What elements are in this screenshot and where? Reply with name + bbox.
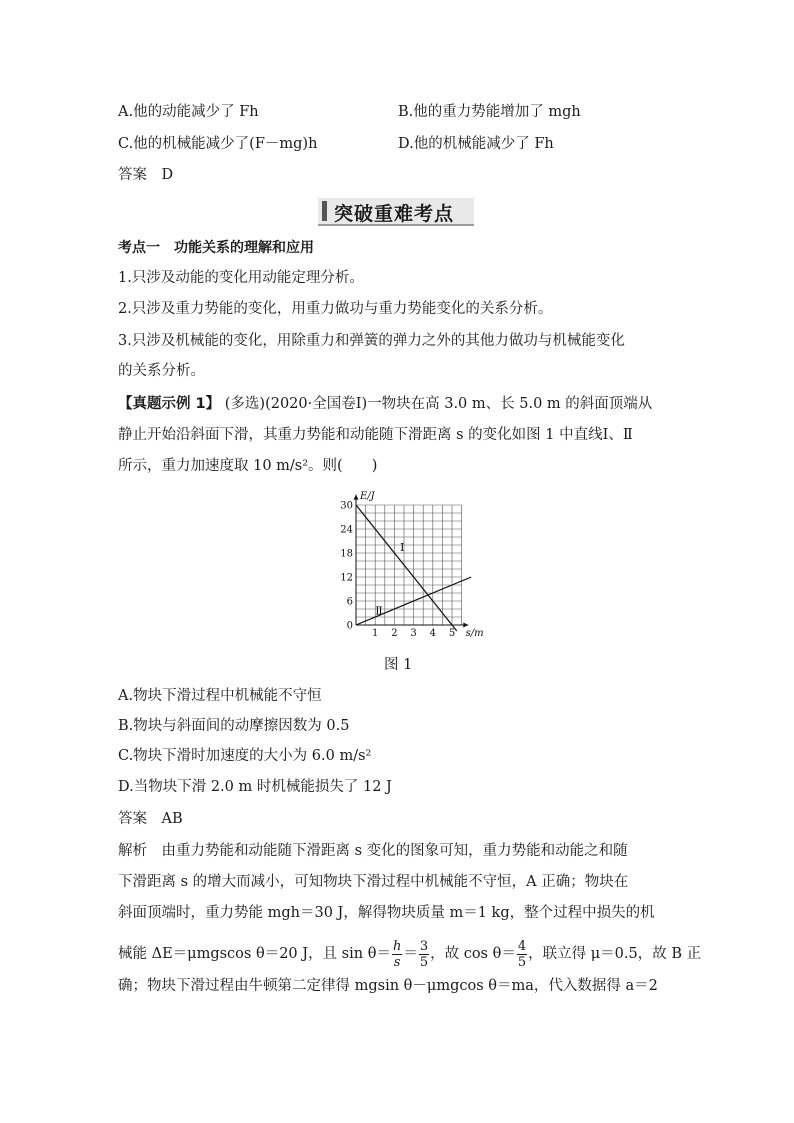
analysis-line-4c: ，故 cos θ＝	[430, 946, 516, 962]
analysis-line-3: 斜面顶端时，重力势能 mgh＝30 J，解得物块质量 m＝1 kg，整个过程中损失的机	[118, 905, 655, 921]
x-tick-label: 5	[448, 628, 456, 639]
point-1: 1.只涉及动能的变化用动能定理分析。	[118, 270, 364, 286]
y-tick-label: 18	[340, 548, 353, 560]
option-d: D.当物块下滑 2.0 m 时机械能损失了 12 J	[118, 779, 392, 795]
analysis-line-4b: ＝	[403, 946, 418, 962]
frac1-den: s	[393, 954, 401, 970]
y-axis-label: E/J	[360, 491, 375, 502]
figure-caption: 图 1	[384, 657, 413, 673]
series-label-1: Ⅰ	[400, 541, 405, 554]
kaodian-heading: 考点一 功能关系的理解和应用	[118, 240, 314, 256]
option-a-top: A.他的动能减少了 Fh	[118, 104, 259, 120]
banner-bar	[322, 201, 327, 221]
y-axis-arrow	[354, 495, 359, 500]
option-c-top: C.他的机械能减少了(F－mg)h	[118, 136, 318, 152]
example-tag: 【真题示例 1】	[118, 396, 221, 412]
series-line-1	[356, 505, 457, 631]
point-3-cont: 的关系分析。	[118, 363, 205, 379]
answer-2: 答案 AB	[118, 811, 183, 827]
analysis-line-4d: ，联立得 μ＝0.5，故 B 正	[528, 946, 702, 962]
section-title: 突破重难考点	[334, 203, 455, 225]
analysis-line-4a: 械能 ΔE＝μmgscos θ＝20 J，且 sin θ＝	[118, 946, 391, 962]
answer-1: 答案 D	[118, 167, 174, 183]
analysis-line-2: 下滑距离 s 的增大而减小，可知物块下滑过程中机械能不守恒，A 正确；物块在	[118, 874, 629, 890]
y-tick-label: 24	[340, 524, 353, 536]
fraction-3-5	[419, 939, 429, 970]
x-axis-label: s/m	[465, 628, 484, 639]
fraction-h-s	[392, 939, 402, 970]
analysis-line-5: 确；物块下滑过程由牛顿第二定律得 mgsin θ－μmgcos θ＝ma，代入数据得 a＝2	[118, 978, 658, 994]
point-3: 3.只涉及机械能的变化，用除重力和弹簧的弹力之外的其他力做功与机械能变化	[118, 333, 625, 349]
x-tick-label: 2	[391, 628, 398, 639]
example-line-2: 静止开始沿斜面下滑，其重力势能和动能随下滑距离 s 的变化如图 1 中直线Ⅰ、Ⅱ	[118, 427, 633, 443]
frac3-den: 5	[517, 954, 527, 970]
frac3-num: 4	[517, 938, 527, 954]
frac2-num: 3	[419, 938, 429, 954]
analysis-line-4	[118, 935, 701, 973]
y-tick-label: 12	[340, 572, 353, 584]
energy-chart	[336, 488, 496, 648]
y-tick-label: 6	[346, 596, 353, 608]
example-line-3: 所示，重力加速度取 10 m/s²。则( )	[118, 458, 378, 474]
example-text-1: (多选)(2020·全国卷Ⅰ)一物块在高 3.0 m、长 5.0 m 的斜面顶端从	[224, 396, 653, 412]
option-a: A.物块下滑过程中机械能不守恒	[118, 688, 322, 704]
section-banner	[318, 198, 474, 226]
y-tick-label: 30	[340, 500, 353, 512]
point-2: 2.只涉及重力势能的变化，用重力做功与重力势能变化的关系分析。	[118, 301, 553, 317]
x-tick-label: 4	[429, 628, 436, 639]
x-axis-arrow	[463, 623, 468, 628]
series-label-2: Ⅱ	[375, 604, 383, 618]
option-b: B.物块与斜面间的动摩擦因数为 0.5	[118, 718, 350, 734]
y-tick-label: 0	[346, 620, 353, 632]
frac1-num: h	[392, 938, 402, 954]
x-tick-label: 1	[372, 628, 379, 639]
analysis-line-1: 解析 由重力势能和动能随下滑距离 s 变化的图象可知，重力势能和动能之和随	[118, 843, 628, 859]
option-b-top: B.他的重力势能增加了 mgh	[398, 104, 581, 120]
frac2-den: 5	[419, 954, 429, 970]
fraction-4-5	[517, 939, 527, 970]
example-line-1	[118, 394, 652, 414]
option-d-top: D.他的机械能减少了 Fh	[398, 136, 554, 152]
x-tick-label: 3	[410, 628, 417, 639]
option-c: C.物块下滑时加速度的大小为 6.0 m/s²	[118, 748, 372, 764]
